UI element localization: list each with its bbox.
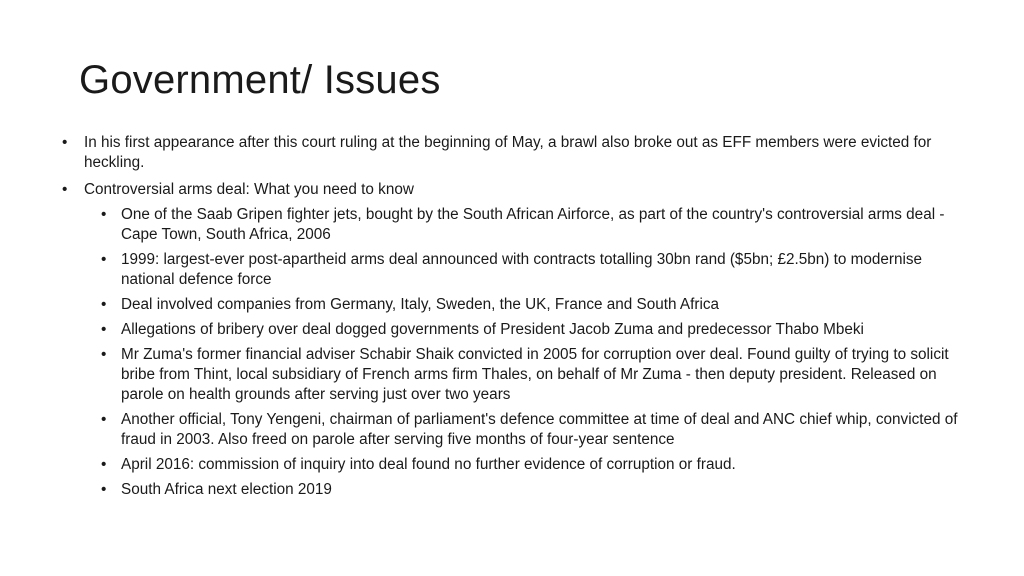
sub-bullet-point xyxy=(96,320,960,340)
slide-title: Government/ Issues xyxy=(79,58,441,102)
sub-bullet-marker: • xyxy=(101,296,107,313)
sub-bullet-point xyxy=(96,410,960,450)
sub-bullet-marker: • xyxy=(101,456,107,473)
sub-bullet-marker: • xyxy=(101,321,107,338)
sub-bullet-text: Deal involved companies from Germany, Italy, Sweden, the UK, France and South Africa xyxy=(121,296,719,313)
bullet-text: Controversial arms deal: What you need to know xyxy=(84,181,414,198)
sub-bullet-text: Allegations of bribery over deal dogged governments of President Jacob Zuma and predecessor Thabo Mbeki xyxy=(121,321,864,338)
sub-bullet-point xyxy=(96,345,960,405)
sub-bullet-list xyxy=(96,205,960,500)
sub-bullet-point xyxy=(96,455,960,475)
bullet-marker: • xyxy=(62,181,68,198)
sub-bullet-marker: • xyxy=(101,481,107,498)
sub-bullet-marker: • xyxy=(101,346,107,363)
sub-bullet-marker: • xyxy=(101,411,107,428)
sub-bullet-point xyxy=(96,250,960,290)
bullet-point xyxy=(60,180,960,500)
sub-bullet-text: South Africa next election 2019 xyxy=(121,481,332,498)
sub-bullet-marker: • xyxy=(101,206,107,223)
sub-bullet-point xyxy=(96,205,960,245)
sub-bullet-point xyxy=(96,295,960,315)
bullet-marker: • xyxy=(62,134,68,151)
bullet-point xyxy=(60,133,960,173)
sub-bullet-text: Mr Zuma's former financial adviser Schabir Shaik convicted in 2005 for corruption over deal. Found guilty of trying to solicit bribe from Thint, local subsidiary of French arms firm Thales, on behalf of Mr Zuma - then deputy president. Released on parole on health grounds after serving just over two years xyxy=(121,346,949,403)
sub-bullet-marker: • xyxy=(101,251,107,268)
sub-bullet-text: One of the Saab Gripen fighter jets, bought by the South African Airforce, as part of the country's controversial arms deal - Cape Town, South Africa, 2006 xyxy=(121,206,945,243)
sub-bullet-text: 1999: largest-ever post-apartheid arms deal announced with contracts totalling 30bn rand ($5bn; £2.5bn) to modernise national defence force xyxy=(121,251,923,288)
bullet-text: In his first appearance after this court ruling at the beginning of May, a brawl also broke out as EFF members were evicted for heckling. xyxy=(84,134,932,171)
bullet-list xyxy=(60,133,960,507)
sub-bullet-text: April 2016: commission of inquiry into deal found no further evidence of corruption or fraud. xyxy=(121,456,736,473)
sub-bullet-point xyxy=(96,480,960,500)
sub-bullet-text: Another official, Tony Yengeni, chairman of parliament's defence committee at time of deal and ANC chief whip, convicted of fraud in 2003. Also freed on parole after serving five months of four-year sentence xyxy=(121,411,958,448)
